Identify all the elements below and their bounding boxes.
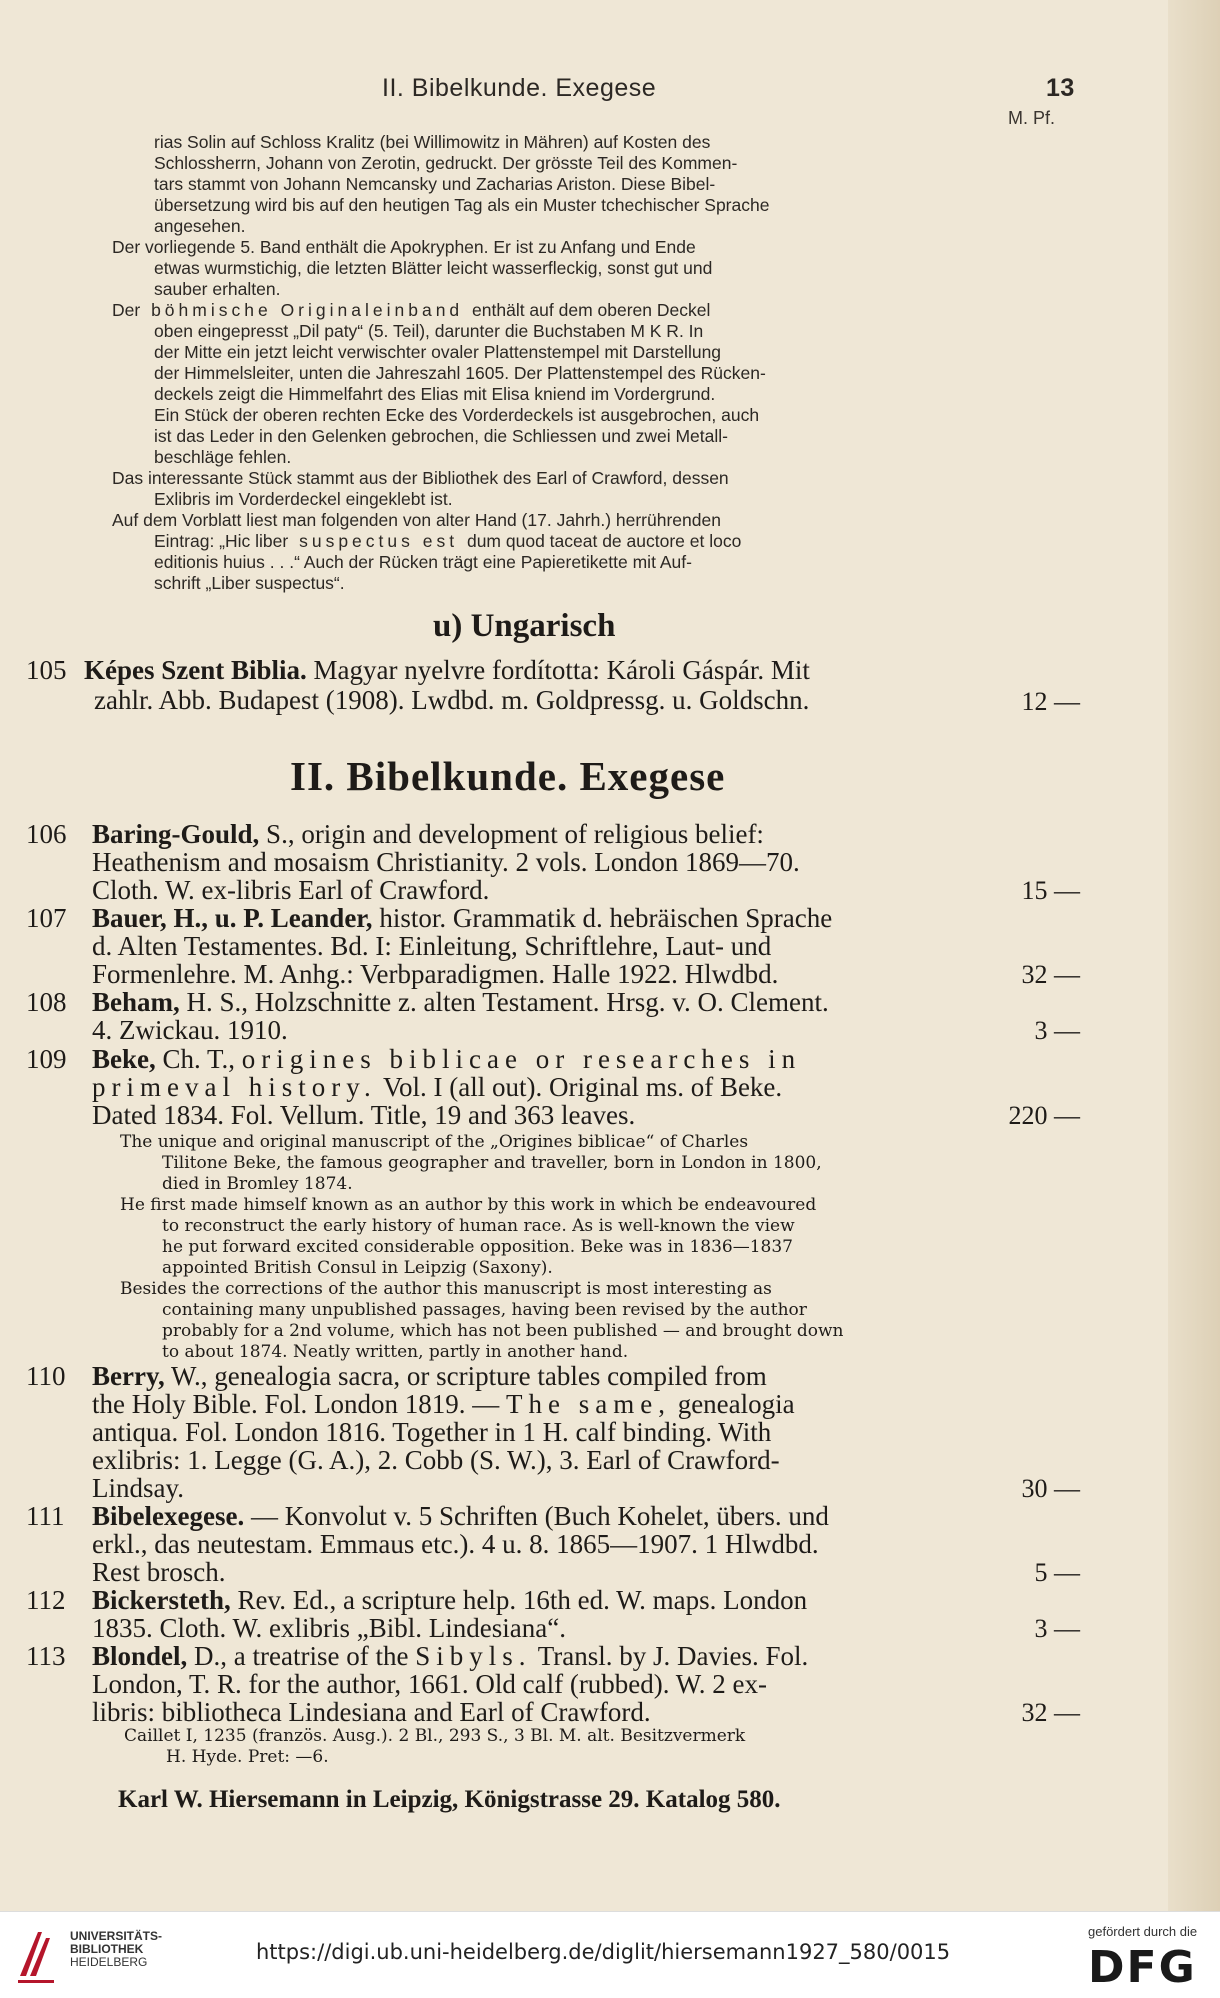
entry-author: Képes Szent Biblia.: [84, 655, 307, 685]
entry-author: Bibelexegese.: [92, 1501, 245, 1531]
note-line: Caillet I, 1235 (französ. Ausg.). 2 Bl., 293 S., 3 Bl. M. alt. Besitzvermerk: [124, 1726, 746, 1746]
entry-author: Beke,: [92, 1044, 156, 1074]
entry-price: 30 —: [1021, 1474, 1080, 1503]
text-line: Exlibris im Vorderdeckel eingeklebt ist.: [154, 489, 453, 509]
entry-text: — Konvolut v. 5 Schriften (Buch Kohelet, übers. und: [250, 1501, 829, 1531]
entry-line: [92, 1362, 767, 1390]
viewer-footer: [0, 1911, 1220, 1998]
entry-author: Beham,: [92, 987, 180, 1017]
entry-line: libris: bibliotheca Lindesiana and Earl of Crawford.: [92, 1697, 651, 1727]
entry-text: histor. Grammatik d. hebräischen Sprache: [379, 903, 833, 933]
text-line: ist das Leder in den Gelenken gebrochen, die Schliessen und zwei Metall-: [154, 426, 728, 446]
entry-line: d. Alten Testamentes. Bd. I: Einleitung, Schriftlehre, Laut- und: [92, 931, 772, 961]
institution-name: [70, 1930, 162, 1969]
spaced-text: suspectus est: [299, 531, 459, 551]
entry-line: Heathenism and mosaism Christianity. 2 vols. London 1869—70.: [92, 847, 800, 877]
entry-line: [84, 656, 810, 684]
institution-line: BIBLIOTHEK: [70, 1942, 144, 1956]
entry-line: Cloth. W. ex-libris Earl of Crawford.: [92, 875, 490, 905]
entry-price: 3 —: [1034, 1614, 1080, 1643]
entry-number: 111: [26, 1501, 65, 1531]
entry-line: Rest brosch.: [92, 1557, 226, 1587]
text-line: deckels zeigt die Himmelfahrt des Elias mit Elisa kniend im Vordergrund.: [154, 384, 716, 404]
entry-line: exlibris: 1. Legge (G. A.), 2. Cobb (S. W.), 3. Earl of Crawford-: [92, 1445, 780, 1475]
text-line: Der vorliegende 5. Band enthält die Apokryphen. Er ist zu Anfang und Ende: [112, 237, 696, 257]
entry-price: 15 —: [1021, 876, 1080, 905]
entry-text: S., origin and development of religious belief:: [266, 819, 764, 849]
text-fragment: Der: [112, 300, 141, 320]
entry-number: 112: [26, 1585, 66, 1615]
entry-author: Bauer, H., u. P. Leander,: [92, 903, 373, 933]
institution-line: HEIDELBERG: [70, 1955, 148, 1969]
entry-author: Berry,: [92, 1361, 165, 1391]
entry-price: 220 —: [1008, 1101, 1080, 1130]
entry-number: 107: [26, 903, 67, 933]
spaced-title: primeval history.: [92, 1072, 377, 1102]
text-line: rias Solin auf Schloss Kralitz (bei Willimowitz in Mähren) auf Kosten des: [154, 132, 711, 152]
entry-author: Bickersteth,: [92, 1585, 231, 1615]
entry-number: 109: [26, 1044, 67, 1074]
entry-line: [92, 1586, 807, 1614]
note-line: Besides the corrections of the author this manuscript is most interesting as: [120, 1279, 772, 1299]
entry-line: antiqua. Fol. London 1816. Together in 1 H. calf binding. With: [92, 1417, 772, 1447]
entry-text: Ch. T.,: [162, 1044, 236, 1074]
running-title: II. Bibelkunde. Exegese: [382, 74, 657, 102]
text-line: sauber erhalten.: [154, 279, 281, 299]
entry-line: 1835. Cloth. W. exlibris „Bibl. Lindesiana“.: [92, 1613, 566, 1643]
funding-caption: gefördert durch die: [1088, 1924, 1198, 1939]
text-line: editionis huius . . .“ Auch der Rücken trägt eine Papieretikette mit Auf-: [154, 552, 692, 572]
entry-line: [92, 1073, 782, 1101]
entry-line: [92, 904, 832, 932]
entry-line: [92, 988, 829, 1016]
note-line: He first made himself known as an author by this work in which be endeavoured: [120, 1195, 817, 1215]
entry-price: 3 —: [1034, 1016, 1080, 1045]
entry-line: [92, 1045, 801, 1073]
entry-text: Rev. Ed., a scripture help. 16th ed. W. maps. London: [237, 1585, 808, 1615]
entry-number: 106: [26, 819, 67, 849]
entry-line: London, T. R. for the author, 1661. Old calf (rubbed). W. 2 ex-: [92, 1669, 768, 1699]
entry-price: 32 —: [1021, 960, 1080, 989]
text-line: Das interessante Stück stammt aus der Bibliothek des Earl of Crawford, dessen: [112, 468, 729, 488]
entry-line: Dated 1834. Fol. Vellum. Title, 19 and 363 leaves.: [92, 1100, 636, 1130]
entry-number: 108: [26, 987, 67, 1017]
note-line: to about 1874. Neatly written, partly in another hand.: [162, 1342, 629, 1362]
spaced-title: The same,: [506, 1389, 671, 1419]
handwritten-mark: M. Pf.: [1008, 108, 1056, 128]
text-line: übersetzung wird bis auf den heutigen Tag als ein Muster tchechischer Sprache: [154, 195, 770, 215]
library-logo-icon: [14, 1926, 58, 1984]
entry-price: 5 —: [1034, 1558, 1080, 1587]
text-line: beschläge fehlen.: [154, 447, 292, 467]
entry-text: W., genealogia sacra, or scripture tables compiled from: [171, 1361, 767, 1391]
text-fragment: dum quod taceat de auctore et loco: [466, 531, 742, 551]
note-line: to reconstruct the early history of human race. As is well-known the view: [162, 1216, 795, 1236]
text-line: oben eingepresst „Dil paty“ (5. Teil), darunter die Buchstaben M K R. In: [154, 321, 704, 341]
text-line: Ein Stück der oberen rechten Ecke des Vorderdeckels ist ausgebrochen, auch: [154, 405, 760, 425]
entry-line: Formenlehre. M. Anhg.: Verbparadigmen. Halle 1922. Hlwdbd.: [92, 959, 779, 989]
note-line: died in Bromley 1874.: [162, 1174, 353, 1194]
entry-text: Vol. I (all out). Original ms. of Beke.: [382, 1072, 783, 1102]
entry-text: D., a treatrise of the: [194, 1641, 409, 1671]
note-line: containing many unpublished passages, having been revised by the author: [162, 1300, 807, 1320]
entry-line: zahlr. Abb. Budapest (1908). Lwdbd. m. Goldpressg. u. Goldschn.: [94, 685, 810, 715]
text-line: [112, 300, 710, 321]
spaced-title: Sibyls.: [415, 1641, 532, 1671]
institution-line: UNIVERSITÄTS-: [70, 1929, 163, 1943]
note-line: The unique and original manuscript of the „Origines biblicae“ of Charles: [120, 1132, 749, 1152]
entry-text: the Holy Bible. Fol. London 1819. —: [92, 1389, 500, 1419]
entry-number: 113: [26, 1641, 66, 1671]
dfg-logo: DFG: [1088, 1942, 1197, 1993]
section-heading-main: II. Bibelkunde. Exegese: [290, 753, 726, 799]
note-line: appointed British Consul in Leipzig (Saxony).: [162, 1258, 553, 1278]
entry-line: [92, 1390, 795, 1418]
text-line: Auf dem Vorblatt liest man folgenden von alter Hand (17. Jahrh.) herrührenden: [112, 510, 721, 530]
entry-line: Lindsay.: [92, 1473, 184, 1503]
text-line: der Himmelsleiter, unten die Jahreszahl 1605. Der Plattenstempel des Rücken-: [154, 363, 766, 383]
permalink-url[interactable]: https://digi.ub.uni-heidelberg.de/diglit/hiersemann1927_580/0015: [256, 1940, 951, 1964]
entry-author: Baring-Gould,: [92, 819, 260, 849]
entry-line: [92, 1502, 829, 1530]
entry-number: 105: [26, 655, 67, 685]
text-fragment: Eintrag: „Hic liber: [154, 531, 289, 551]
text-line: angesehen.: [154, 216, 246, 236]
note-line: probably for a 2nd volume, which has not been published — and brought down: [162, 1321, 844, 1341]
entry-text: H. S., Holzschnitte z. alten Testament. Hrsg. v. O. Clement.: [186, 987, 829, 1017]
entry-line: [92, 1642, 808, 1670]
note-line: Tilitone Beke, the famous geographer and traveller, born in London in 1800,: [162, 1153, 822, 1173]
spaced-title: origines biblicae or researches in: [241, 1044, 802, 1074]
text-line: [154, 531, 741, 552]
entry-number: 110: [26, 1361, 66, 1391]
page-number: 13: [1046, 74, 1075, 102]
entry-line: 4. Zwickau. 1910.: [92, 1015, 288, 1045]
entry-price: 32 —: [1021, 1698, 1080, 1727]
page-imprint: Karl W. Hiersemann in Leipzig, Königstrasse 29. Katalog 580.: [118, 1786, 781, 1813]
spaced-text: böhmische Originaleinband: [151, 300, 464, 320]
entry-line: erkl., das neutestam. Emmaus etc.). 4 u. 8. 1865—1907. 1 Hlwdbd.: [92, 1529, 819, 1559]
entry-line: [92, 820, 764, 848]
entry-text: genealogia: [677, 1389, 795, 1419]
text-fragment: enthält auf dem oberen Deckel: [472, 300, 711, 320]
text-line: der Mitte ein jetzt leicht verwischter ovaler Plattenstempel mit Darstellung: [154, 342, 722, 362]
entry-text: Transl. by J. Davies. Fol.: [537, 1641, 809, 1671]
note-line: he put forward excited considerable opposition. Beke was in 1836—1837: [162, 1237, 793, 1257]
entry-price: 12 —: [1021, 687, 1080, 716]
note-line: H. Hyde. Pret: —6.: [166, 1747, 329, 1767]
text-line: tars stammt von Johann Nemcansky und Zacharias Ariston. Diese Bibel-: [154, 174, 716, 194]
text-line: schrift „Liber suspectus“.: [154, 573, 345, 593]
entry-author: Blondel,: [92, 1641, 188, 1671]
entry-text: Magyar nyelvre fordította: Károli Gáspár. Mit: [313, 655, 810, 685]
section-heading-ungarisch: u) Ungarisch: [433, 608, 616, 644]
text-line: Schlossherrn, Johann von Zerotin, gedruckt. Der grösste Teil des Kommen-: [154, 153, 738, 173]
text-line: etwas wurmstichig, die letzten Blätter leicht wasserfleckig, sonst gut und: [154, 258, 713, 278]
